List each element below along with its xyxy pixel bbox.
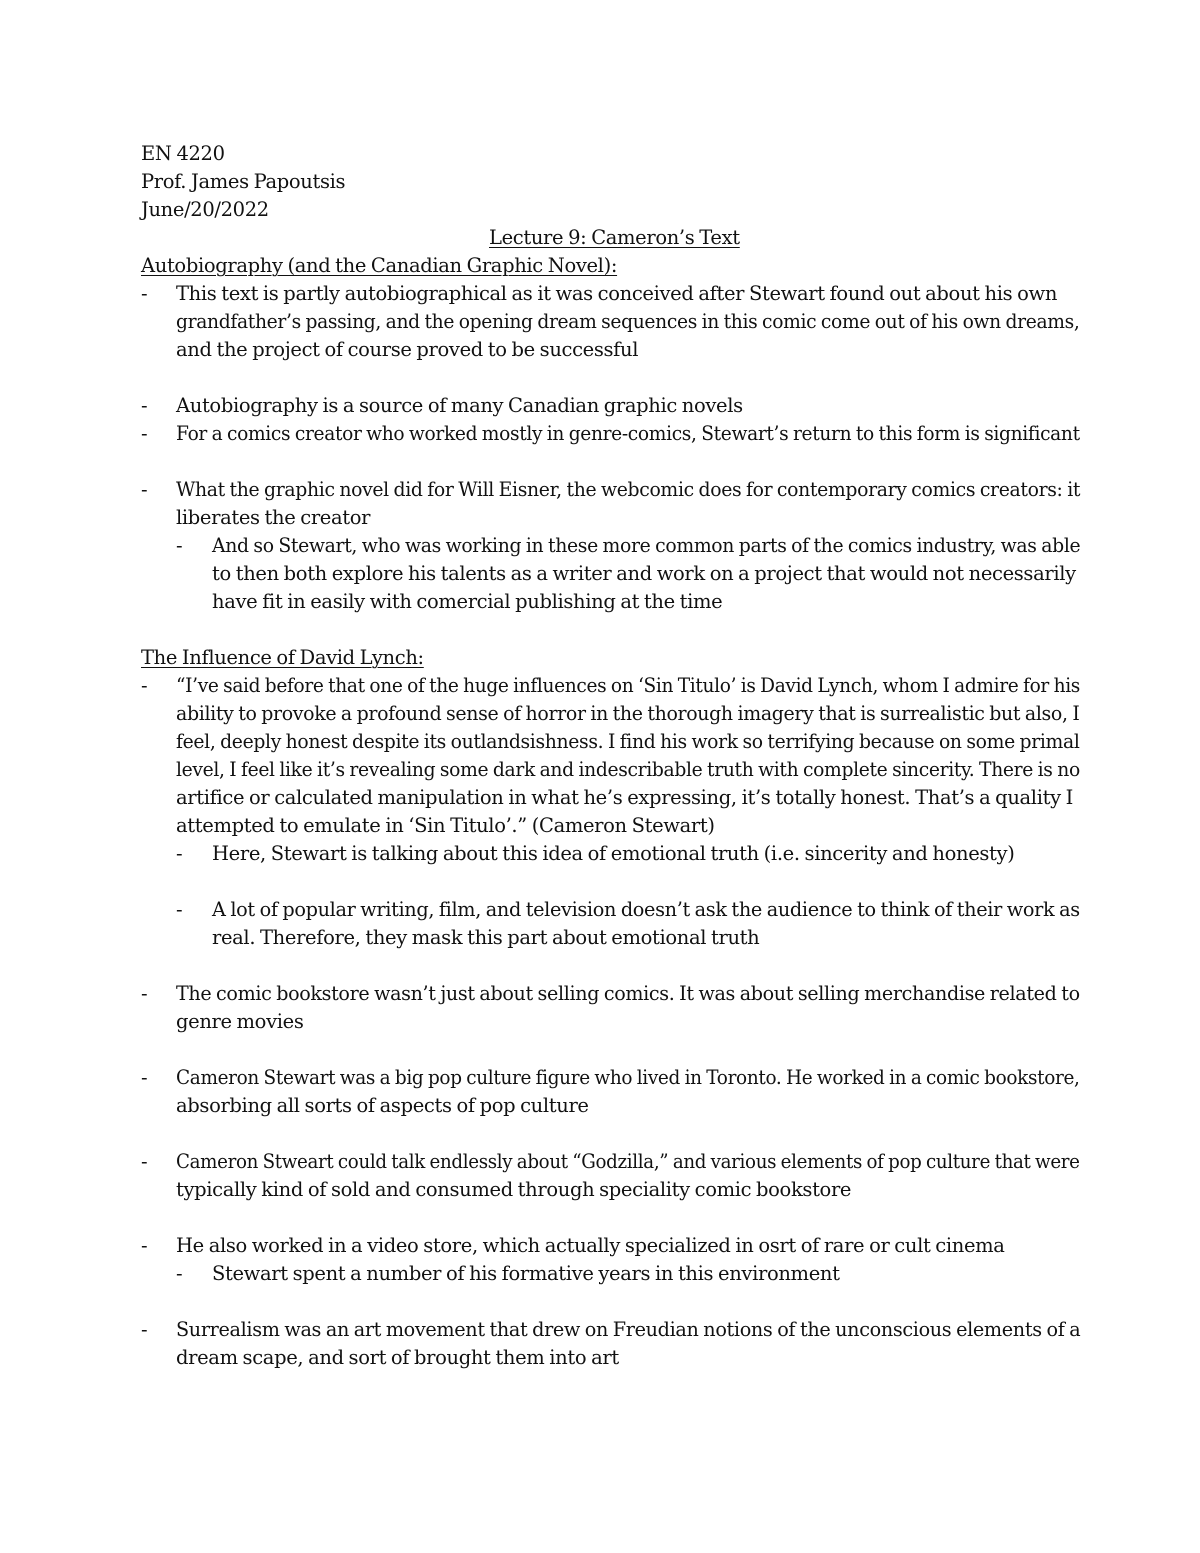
- quote-line: attempted to emulate in ‘Sin Titulo’.” (Cameron Stewart): [176, 814, 715, 837]
- bullet-marker: -: [141, 1150, 148, 1173]
- quote-line: feel, deeply honest despite its outlandsishness. I find his work so terrifying because on some primal: [176, 730, 1080, 753]
- bullet-marker: -: [141, 674, 148, 697]
- bullet-marker: -: [141, 1234, 148, 1257]
- bullet-marker: -: [141, 422, 148, 445]
- bullet-line: Surrealism was an art movement that drew on Freudian notions of the unconscious elements of a: [176, 1318, 1081, 1341]
- bullet-line: genre movies: [176, 1010, 304, 1033]
- sub-bullet-line: A lot of popular writing, film, and television doesn’t ask the audience to think of their work as: [212, 898, 1080, 921]
- sub-bullet-marker: -: [176, 898, 183, 921]
- bullet-line: grandfather’s passing, and the opening dream sequences in this comic come out of his own dreams,: [176, 310, 1080, 333]
- bullet-line: What the graphic novel did for Will Eisner, the webcomic does for contemporary comics creators: it: [176, 478, 1081, 501]
- bullet-line: This text is partly autobiographical as it was conceived after Stewart found out about his own: [176, 282, 1058, 305]
- sub-bullet-line: Here, Stewart is talking about this idea of emotional truth (i.e. sincerity and honesty): [212, 842, 1015, 865]
- bullet-line: Autobiography is a source of many Canadian graphic novels: [176, 394, 743, 417]
- bullet-marker: -: [141, 478, 148, 501]
- bullet-marker: -: [141, 1066, 148, 1089]
- bullet-line: dream scape, and sort of brought them into art: [176, 1346, 619, 1369]
- section-heading-david-lynch: The Influence of David Lynch:: [141, 646, 424, 669]
- bullet-line: The comic bookstore wasn’t just about selling comics. It was about selling merchandise related to: [176, 982, 1080, 1005]
- bullet-line: He also worked in a video store, which actually specialized in osrt of rare or cult cinema: [176, 1234, 1005, 1257]
- sub-bullet-line: to then both explore his talents as a writer and work on a project that would not necessarily: [212, 562, 1076, 585]
- bullet-line: For a comics creator who worked mostly in genre-comics, Stewart’s return to this form is significant: [176, 422, 1080, 445]
- sub-bullet-marker: -: [176, 1262, 183, 1285]
- bullet-marker: -: [141, 394, 148, 417]
- bullet-line: and the project of course proved to be successful: [176, 338, 639, 361]
- bullet-line: Cameron Stewart was a big pop culture figure who lived in Toronto. He worked in a comic bookstore,: [176, 1066, 1080, 1089]
- bullet-line: liberates the creator: [176, 506, 371, 529]
- bullet-marker: -: [141, 1318, 148, 1341]
- sub-bullet-line: And so Stewart, who was working in these more common parts of the comics industry, was able: [212, 534, 1081, 557]
- sub-bullet-line: have fit in easily with comercial publishing at the time: [212, 590, 723, 613]
- lecture-date: June/20/2022: [141, 198, 269, 221]
- bullet-line: absorbing all sorts of aspects of pop culture: [176, 1094, 589, 1117]
- quote-line: ability to provoke a profound sense of horror in the thorough imagery that is surrealistic but also, I: [176, 702, 1080, 725]
- page-title: Lecture 9: Cameron’s Text: [489, 226, 740, 249]
- professor-name: Prof. James Papoutsis: [141, 170, 346, 193]
- quote-line: artifice or calculated manipulation in what he’s expressing, it’s totally honest. That’s a quality I: [176, 786, 1073, 809]
- sub-bullet-line: real. Therefore, they mask this part about emotional truth: [212, 926, 760, 949]
- bullet-marker: -: [141, 282, 148, 305]
- sub-bullet-line: Stewart spent a number of his formative years in this environment: [212, 1262, 840, 1285]
- quote-line: level, I feel like it’s revealing some dark and indescribable truth with complete sincerity. There is no: [176, 758, 1080, 781]
- bullet-line: typically kind of sold and consumed through speciality comic bookstore: [176, 1178, 852, 1201]
- bullet-line: Cameron Stweart could talk endlessly about “Godzilla,” and various elements of pop culture that were: [176, 1150, 1080, 1173]
- course-code: EN 4220: [141, 142, 225, 165]
- section-heading-autobiography: Autobiography (and the Canadian Graphic Novel):: [141, 254, 618, 277]
- bullet-marker: -: [141, 982, 148, 1005]
- sub-bullet-marker: -: [176, 534, 183, 557]
- quote-line: “I’ve said before that one of the huge influences on ‘Sin Titulo’ is David Lynch, whom I admire for his: [176, 674, 1081, 697]
- sub-bullet-marker: -: [176, 842, 183, 865]
